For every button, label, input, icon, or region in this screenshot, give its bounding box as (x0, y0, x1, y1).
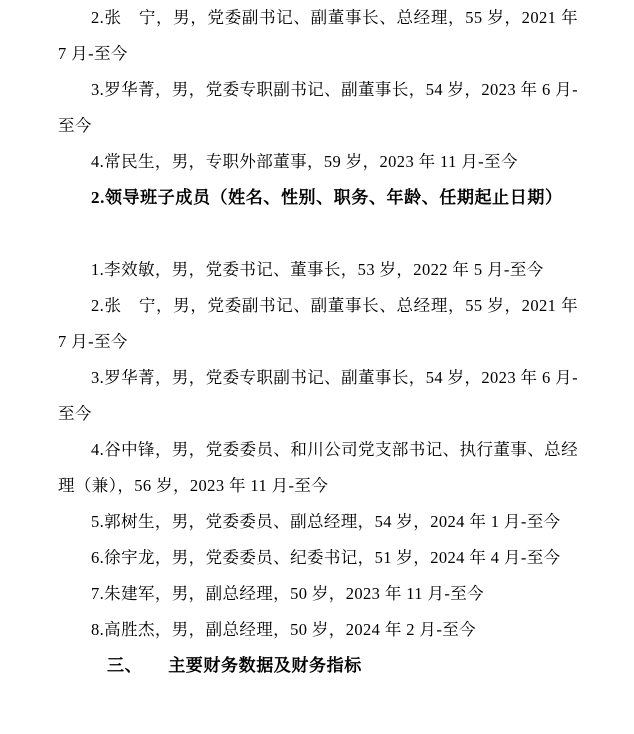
para-xu-yulong: 6.徐宇龙，男，党委委员、纪委书记，51 岁，2024 年 4 月-至今 (91, 548, 561, 567)
heading-leadership-team: 2.领导班子成员（姓名、性别、职务、年龄、任期起止日期） (91, 188, 563, 207)
para-gao-shengjie: 8.高胜杰，男，副总经理，50 岁，2024 年 2 月-至今 (91, 620, 477, 639)
section-title: 主要财务数据及财务指标 (168, 656, 362, 675)
para-zhu-jianjun: 7.朱建军，男，副总经理，50 岁，2023 年 11 月-至今 (91, 584, 485, 603)
section-heading (58, 648, 578, 684)
para-li-xiaomin: 1.李效敏，男，党委书记、董事长，53 岁，2022 年 5 月-至今 (91, 260, 544, 279)
section-number: 三、 (107, 656, 143, 675)
para-guo-shusheng: 5.郭树生，男，党委委员、副总经理，54 岁，2024 年 1 月-至今 (91, 512, 561, 531)
para-luo-huaqing: 3.罗华菁，男，党委专职副书记、副董事长，54 岁，2023 年 6 月-至今 (58, 368, 578, 423)
para-zhang-ning: 2.张 宁，男，党委副书记、副董事长、总经理，55 岁，2021 年 7 月-至今 (58, 296, 578, 351)
document-body (58, 0, 578, 684)
para-gu-zhongfeng: 4.谷中锋，男，党委委员、和川公司党支部书记、执行董事、总经理（兼），56 岁，2023 年 11 月-至今 (58, 440, 578, 495)
para-luo-huaqing-top: 3.罗华菁，男，党委专职副书记、副董事长，54 岁，2023 年 6 月-至今 (58, 80, 578, 135)
para-zhang-ning-top: 2.张 宁，男，党委副书记、副董事长、总经理，55 岁，2021 年 7 月-至今 (58, 8, 578, 63)
blank-line (58, 216, 578, 252)
para-chang-minsheng-top: 4.常民生，男，专职外部董事，59 岁，2023 年 11 月-至今 (91, 152, 518, 171)
